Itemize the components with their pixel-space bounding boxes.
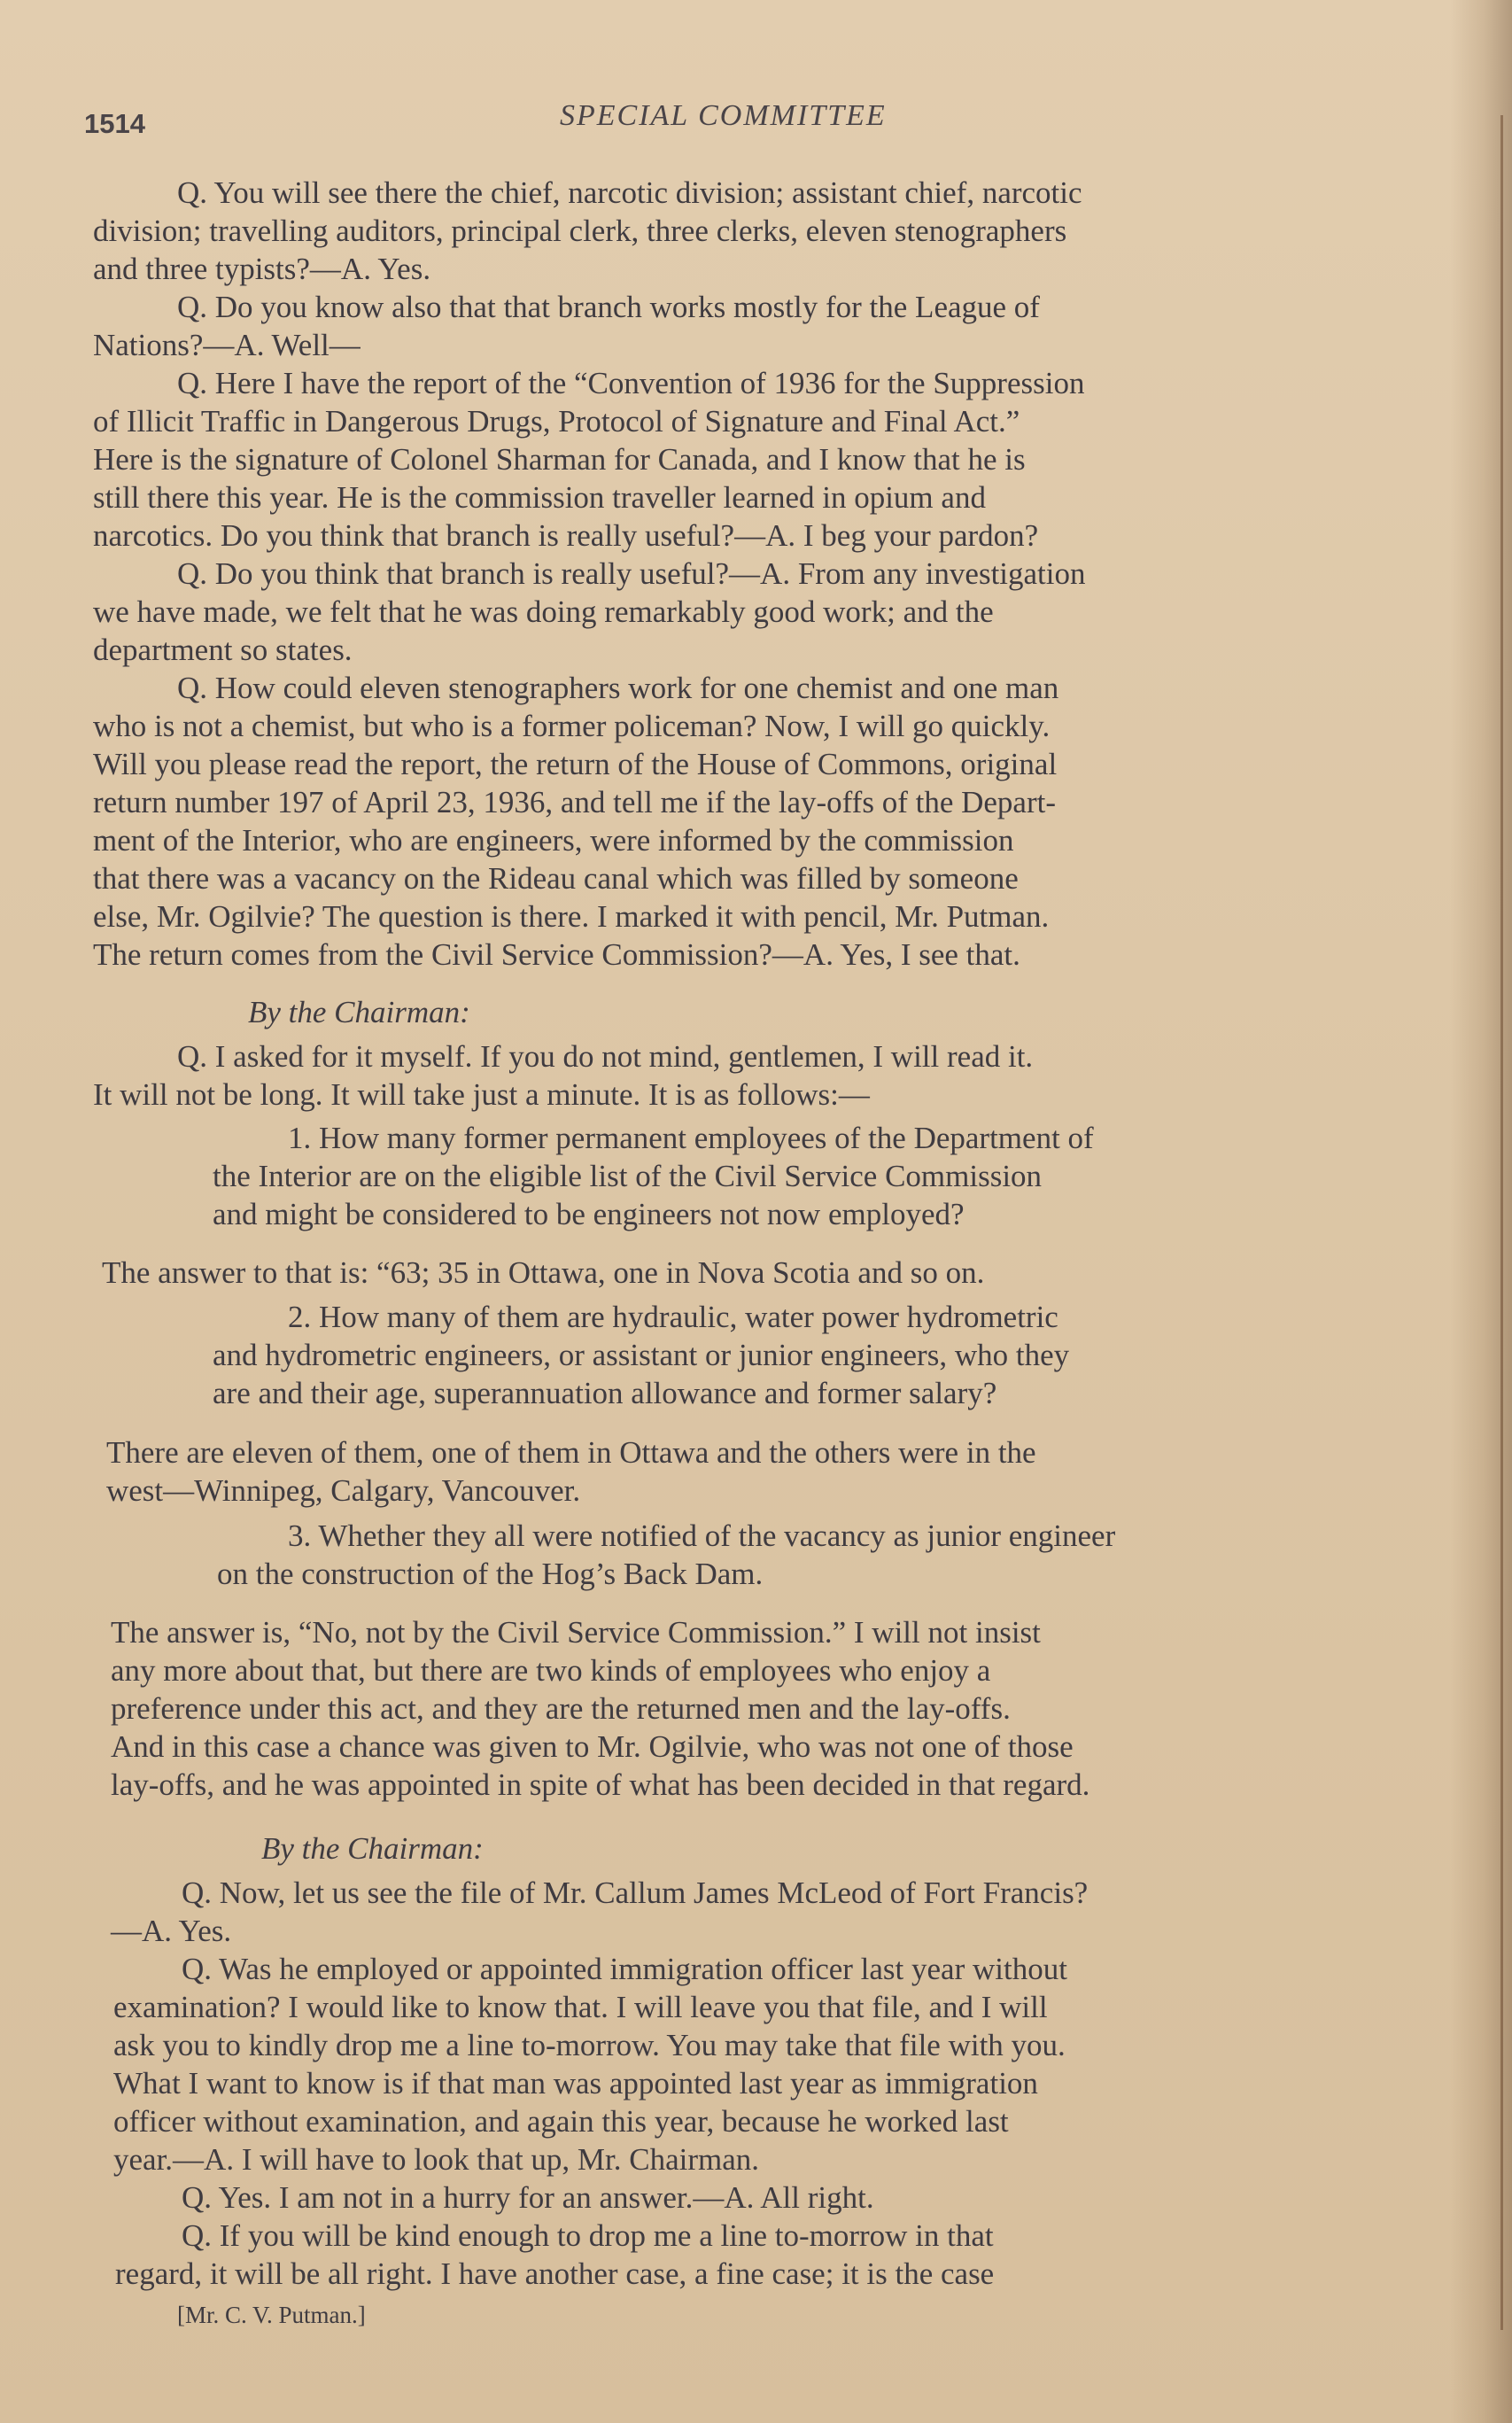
text-line: What I want to know is if that man was appointed last year as immigration: [113, 2066, 1038, 2101]
quoted-question-line: 3. Whether they all were notified of the vacancy as junior engineer: [288, 1518, 1116, 1553]
quoted-question-line: 1. How many former permanent employees of the Department of: [288, 1121, 1094, 1155]
text-line: preference under this act, and they are the returned men and the lay-offs.: [111, 1691, 1011, 1726]
quoted-question-line: on the construction of the Hog’s Back Dam.: [217, 1557, 764, 1591]
text-line: still there this year. He is the commission traveller learned in opium and: [93, 480, 986, 515]
text-line: Q. Do you think that branch is really useful?—A. From any investigation: [177, 556, 1086, 591]
text-line: Q. If you will be kind enough to drop me a line to-morrow in that: [182, 2218, 994, 2253]
page-edge-line: [1500, 115, 1503, 2330]
text-line: Q. How could eleven stenographers work for one chemist and one man: [177, 671, 1059, 705]
text-line: we have made, we felt that he was doing remarkably good work; and the: [93, 594, 994, 629]
text-line: year.—A. I will have to look that up, Mr. Chairman.: [113, 2142, 760, 2177]
text-line: Q. Yes. I am not in a hurry for an answer.—A. All right.: [182, 2180, 874, 2215]
quoted-question-line: and hydrometric engineers, or assistant or junior engineers, who they: [213, 1338, 1070, 1372]
text-line: The answer is, “No, not by the Civil Service Commission.” I will not insist: [111, 1615, 1041, 1650]
text-line: who is not a chemist, but who is a former policeman? Now, I will go quickly.: [93, 709, 1051, 743]
text-line: There are eleven of them, one of them in Ottawa and the others were in the: [106, 1435, 1036, 1470]
running-head: SPECIAL COMMITTEE: [560, 99, 887, 132]
speaker-heading: By the Chairman:: [248, 995, 470, 1029]
speaker-heading: By the Chairman:: [261, 1831, 484, 1866]
text-line: ask you to kindly drop me a line to-morrow. You may take that file with you.: [113, 2028, 1066, 2062]
quoted-question-line: and might be considered to be engineers not now employed?: [213, 1197, 965, 1231]
text-line: ment of the Interior, who are engineers, were informed by the commission: [93, 823, 1014, 858]
text-line: department so states.: [93, 633, 353, 667]
text-line: —A. Yes.: [111, 1914, 232, 1948]
text-line: and three typists?—A. Yes.: [93, 252, 431, 286]
text-line: Q. Now, let us see the file of Mr. Callum James McLeod of Fort Francis?: [182, 1875, 1089, 1910]
text-line: west—Winnipeg, Calgary, Vancouver.: [106, 1473, 581, 1508]
text-line: Q. You will see there the chief, narcotic division; assistant chief, narcotic: [177, 175, 1082, 210]
text-line: of Illicit Traffic in Dangerous Drugs, Protocol of Signature and Final Act.”: [93, 404, 1020, 439]
page-number: 1514: [84, 108, 145, 139]
text-line: any more about that, but there are two kinds of employees who enjoy a: [111, 1653, 991, 1688]
text-line: The answer to that is: “63; 35 in Ottawa, one in Nova Scotia and so on.: [102, 1255, 985, 1290]
text-line: And in this case a chance was given to Mr. Ogilvie, who was not one of those: [111, 1729, 1074, 1764]
text-line: that there was a vacancy on the Rideau canal which was filled by someone: [93, 861, 1019, 896]
text-line: Q. Do you know also that that branch works mostly for the League of: [177, 290, 1040, 324]
text-line: else, Mr. Ogilvie? The question is there. I marked it with pencil, Mr. Putman.: [93, 899, 1050, 934]
text-line: Will you please read the report, the return of the House of Commons, original: [93, 747, 1058, 781]
quoted-question-line: the Interior are on the eligible list of the Civil Service Commission: [213, 1159, 1043, 1193]
text-line: examination? I would like to know that. I will leave you that file, and I will: [113, 1990, 1048, 2024]
text-line: narcotics. Do you think that branch is really useful?—A. I beg your pardon?: [93, 518, 1039, 553]
text-line: It will not be long. It will take just a minute. It is as follows:—: [93, 1077, 870, 1112]
quoted-question-line: 2. How many of them are hydraulic, water power hydrometric: [288, 1300, 1058, 1334]
text-line: The return comes from the Civil Service Commission?—A. Yes, I see that.: [93, 937, 1020, 972]
text-line: Q. Was he employed or appointed immigration officer last year without: [182, 1952, 1067, 1986]
text-line: Q. I asked for it myself. If you do not mind, gentlemen, I will read it.: [177, 1039, 1034, 1074]
text-line: return number 197 of April 23, 1936, and tell me if the lay-offs of the Depart-: [93, 785, 1056, 819]
speaker-signature: [Mr. C. V. Putman.]: [177, 2302, 366, 2328]
text-line: Q. Here I have the report of the “Convention of 1936 for the Suppression: [177, 366, 1085, 400]
text-line: officer without examination, and again this year, because he worked last: [113, 2104, 1009, 2139]
quoted-question-line: are and their age, superannuation allowance and former salary?: [213, 1376, 997, 1410]
text-line: Nations?—A. Well—: [93, 328, 361, 362]
text-line: Here is the signature of Colonel Sharman for Canada, and I know that he is: [93, 442, 1026, 477]
text-line: lay-offs, and he was appointed in spite of what has been decided in that regard.: [111, 1767, 1090, 1802]
text-line: division; travelling auditors, principal clerk, three clerks, eleven stenographers: [93, 214, 1067, 248]
text-line: regard, it will be all right. I have another case, a fine case; it is the case: [115, 2256, 995, 2291]
